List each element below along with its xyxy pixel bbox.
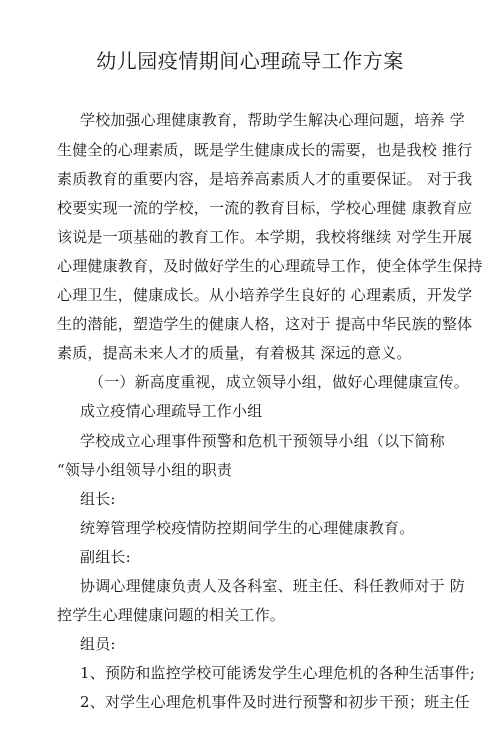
role-duty-leader: 统筹管理学校疫情防控期间学生的心理健康教育。 [80,519,415,537]
section-heading: （一）新高度重视，成立领导小组，做好心理健康宣传。 [89,373,470,391]
role-label-members: 组员: [80,635,116,653]
paragraph-line-7: 心理卫生，健康成长。从小培养学生良好的 心理素质，开发学 [57,286,473,304]
role-duty-deputy-2: 控学生心理健康问题的相关工作。 [57,606,286,624]
paragraph-line-11: “领导小组领导小组的职责 [57,461,233,479]
paragraph-line-2: 生健全的心理素质，既是学生健康成长的需要，也是我校 推行 [57,141,473,159]
role-duty-deputy-1: 协调心理健康负责人及各科室、班主任、科任教师对于 防 [80,577,465,595]
paragraph-line-1: 学校加强心理健康教育，帮助学生解决心理问题，培养 学 [80,111,465,129]
paragraph-line-6: 心理健康教育，及时做好学生的心理疏导工作，使全体学生保持 [57,257,483,275]
paragraph-line-3: 素质教育的重要内容，是培养高素质人才的重要保证。 对于我 [57,170,473,188]
list-item-2: 2、对学生心理危机事件及时进行预警和初步干预；班主任 [80,693,470,711]
document-title: 幼儿园疫情期间心理疏导工作方案 [96,49,404,73]
subheading: 成立疫情心理疏导工作小组 [80,402,263,420]
paragraph-line-5: 该说是一项基础的教育工作。本学期，我校将继续 对学生开展 [57,228,473,246]
role-label-leader: 组长: [80,490,116,508]
paragraph-line-9: 素质，提高未来人才的质量，有着极其 深远的意义。 [57,344,412,362]
list-item-1: 1、预防和监控学校可能诱发学生心理危机的各种生活事件; [80,664,475,682]
paragraph-line-8: 生的潜能，塑造学生的健康人格，这对于 提高中华民族的整体 [57,315,473,333]
role-label-deputy: 副组长: [80,548,131,566]
paragraph-line-10: 学校成立心理事件预警和危机干预领导小组（以下简称 [80,432,445,450]
paragraph-line-4: 校要实现一流的学校，一流的教育目标，学校心理健 康教育应 [57,199,473,217]
